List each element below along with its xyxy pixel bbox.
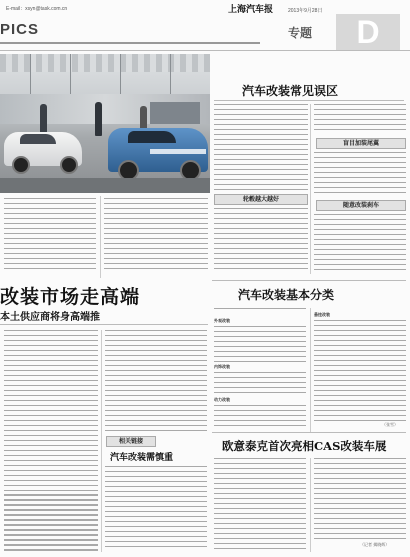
left-column-2 [104, 198, 208, 273]
main-article-column-2c [314, 214, 406, 274]
column-divider [100, 196, 101, 278]
middle-column-1c [214, 372, 306, 397]
main-headline: 汽车改装常见误区 [242, 84, 339, 98]
bottom-headline: 欧意泰克首次亮相CAS改装车展 [222, 439, 387, 453]
related-link-box: 相关链接 [106, 436, 156, 447]
middle-byline: （张雪） [382, 422, 398, 427]
car-show-photo [0, 54, 210, 193]
column-divider [101, 330, 102, 552]
header-divider [0, 50, 410, 51]
main-headline-rule [214, 100, 404, 101]
main-article-column-2b [314, 152, 406, 197]
middle-column-2 [314, 320, 406, 425]
section-divider [212, 432, 406, 433]
middle-subhead: 悬挂改装 [314, 312, 330, 317]
bottom-column-1 [214, 458, 306, 553]
section-label: 专题 [288, 26, 313, 40]
masthead: 上海汽车报 [228, 5, 274, 15]
left-column-1 [4, 198, 96, 273]
column-divider [310, 308, 311, 432]
middle-column-1d [214, 405, 306, 430]
section-letter: D [336, 14, 400, 50]
section-name: PICS [0, 21, 40, 38]
middle-column-1a [214, 308, 306, 313]
section-rule [0, 42, 260, 44]
left-headline: 改装市场走高端 [0, 286, 141, 308]
left-headline-rule [0, 324, 208, 325]
column-divider [310, 458, 311, 552]
left-subheadline: 本土供应商将身高端推 [0, 312, 100, 323]
middle-subhead: 动力改装 [214, 397, 230, 402]
left-article-column-2 [105, 330, 207, 435]
subhead-box: 轮毂越大越好 [214, 194, 308, 205]
middle-subhead: 内饰改装 [214, 364, 230, 369]
middle-headline: 汽车改装基本分类 [238, 288, 335, 302]
related-link-headline: 汽车改装需慎重 [110, 453, 174, 463]
middle-subhead: 外观改装 [214, 318, 230, 323]
subhead-box: 随意改装刹车 [316, 200, 406, 211]
contact-info: E-mail：xsyn@task.com.cn [6, 6, 68, 12]
subhead-box: 盲目加装尾翼 [316, 138, 406, 149]
left-article-column-1 [4, 330, 98, 554]
section-divider [212, 280, 406, 281]
left-article-column-2b [105, 466, 207, 551]
main-article-column-2 [314, 104, 406, 134]
issue-date: 2013年9月28日 [288, 8, 323, 14]
main-article-column-1 [214, 104, 308, 194]
bottom-byline: （记者 揭晓辉） [360, 542, 390, 547]
main-article-column-1b [214, 208, 308, 273]
middle-column-1b [214, 326, 306, 366]
column-divider [310, 104, 311, 274]
bottom-column-2 [314, 458, 406, 543]
